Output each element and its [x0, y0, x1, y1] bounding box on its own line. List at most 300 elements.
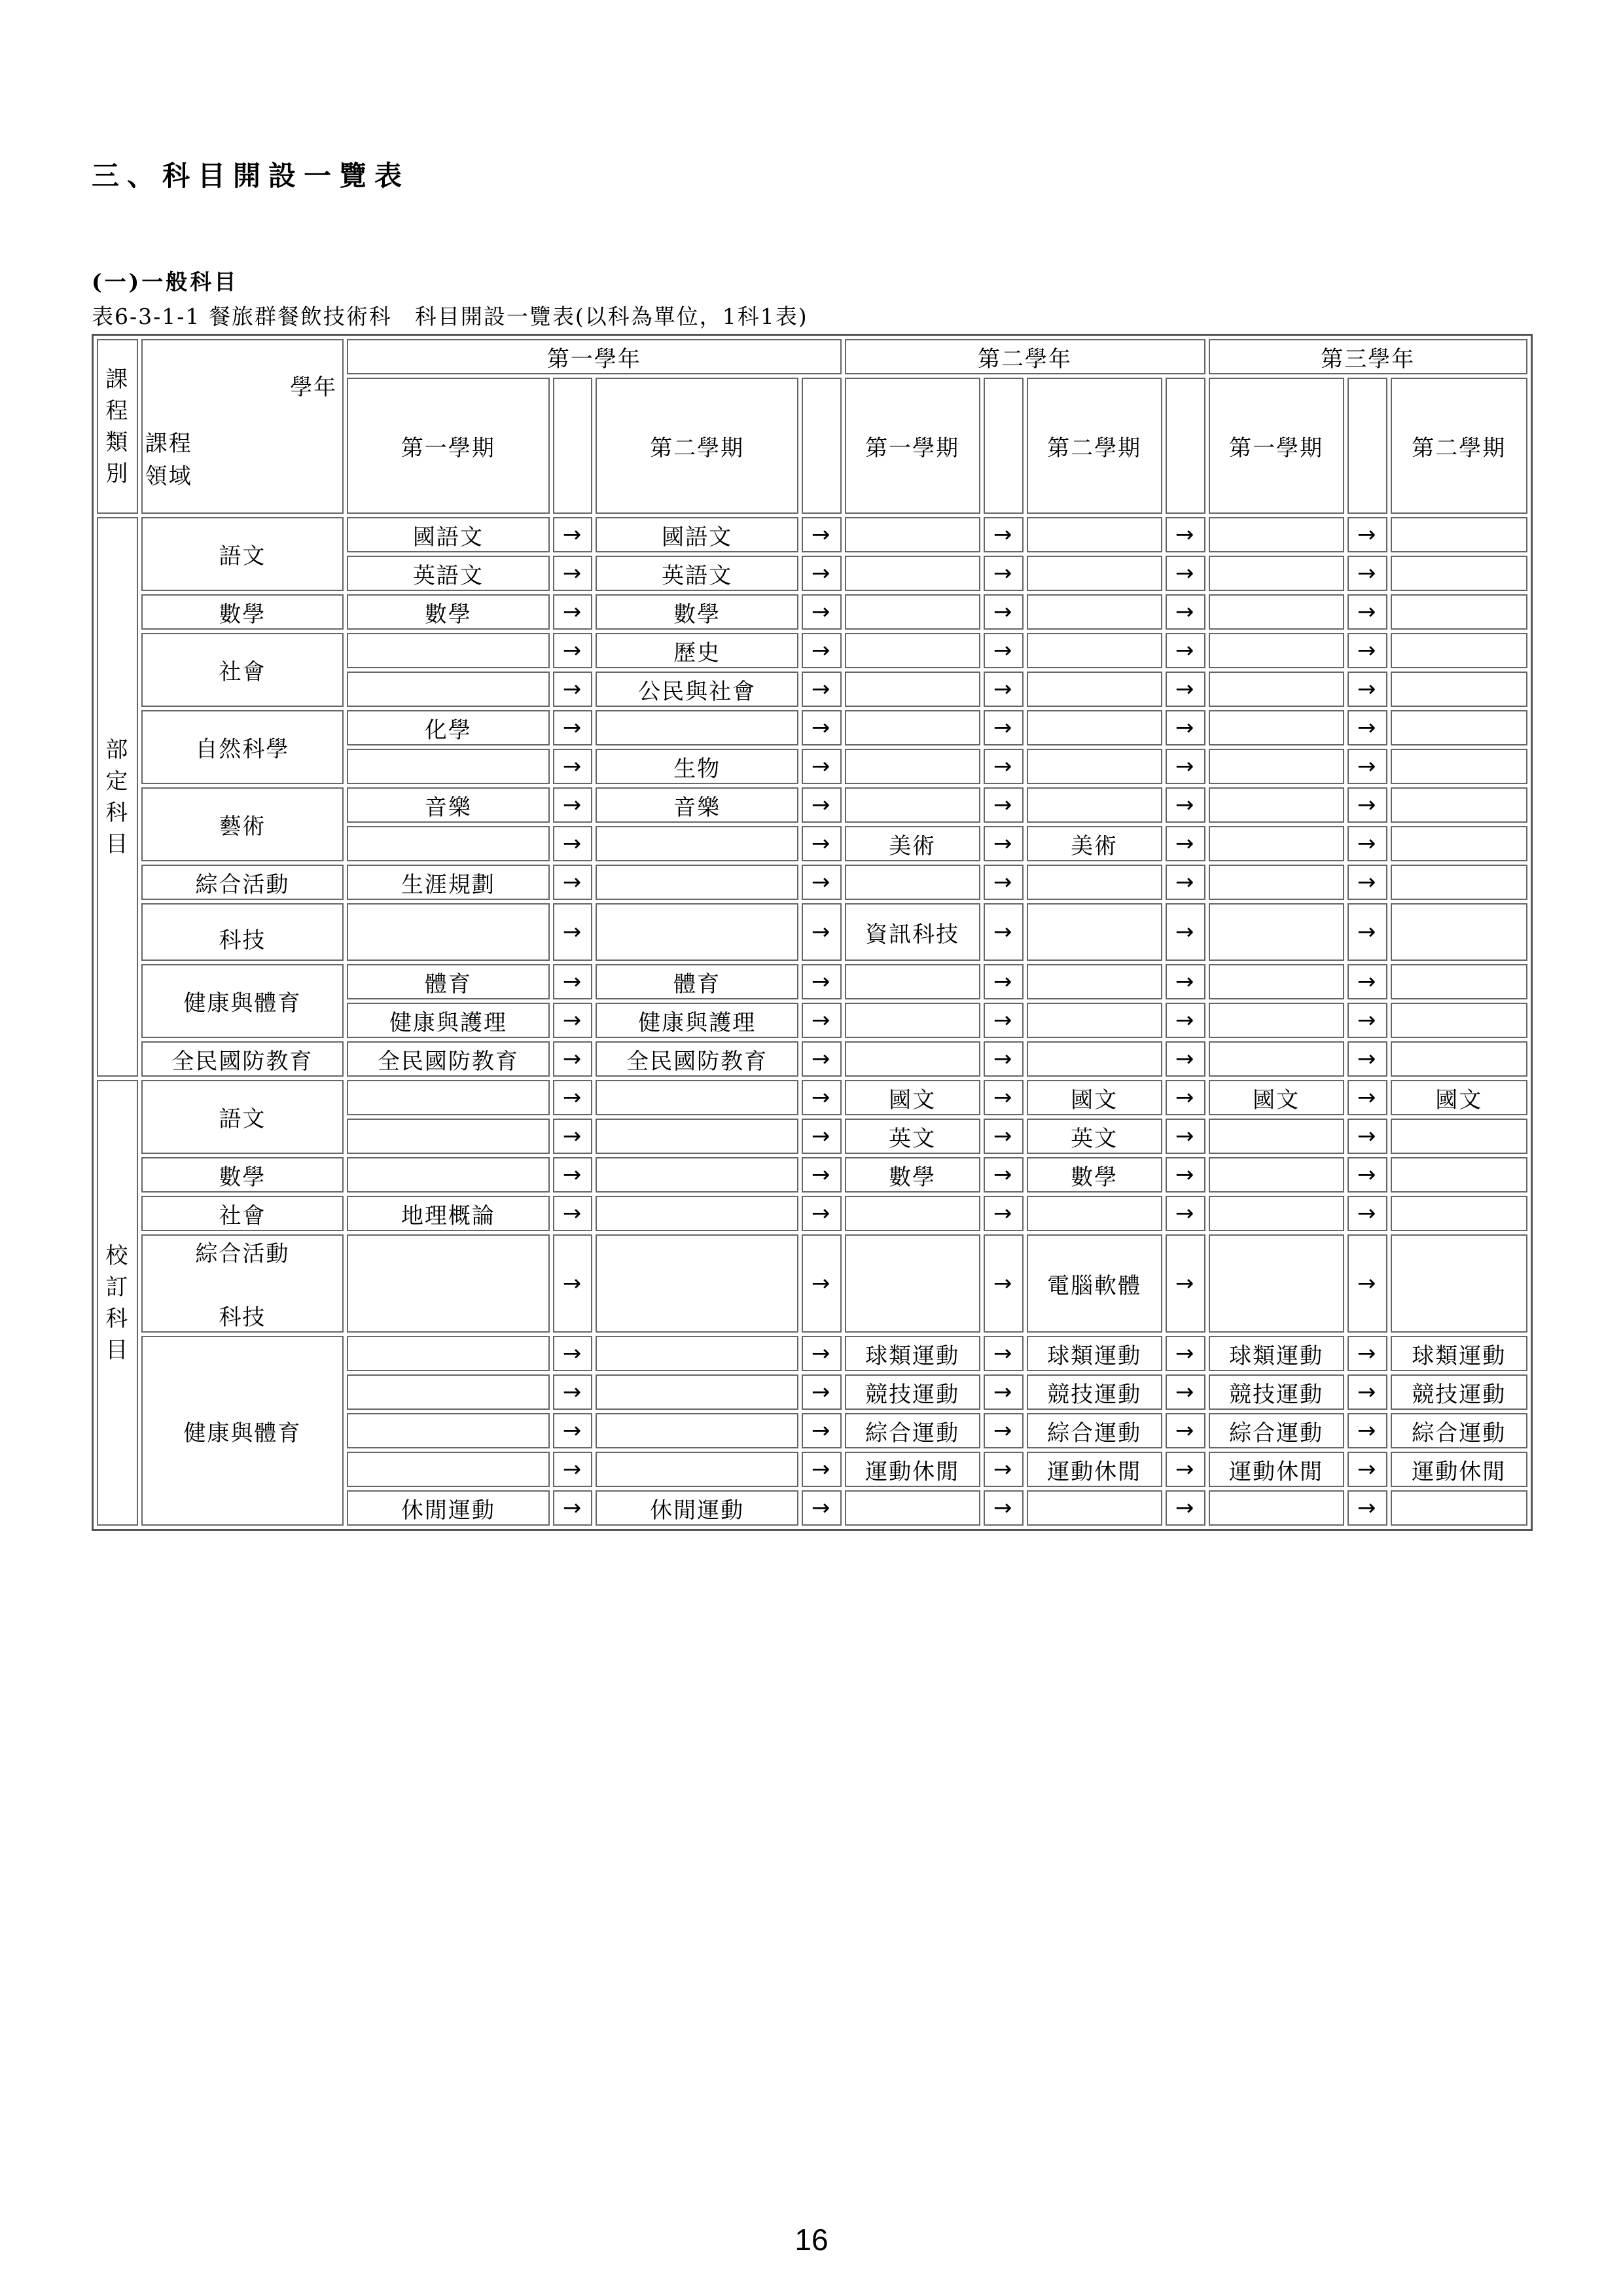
arrow-icon: →: [1166, 1080, 1205, 1115]
table-row: [97, 1080, 1527, 1115]
course-cell: [845, 1490, 980, 1526]
course-cell: [1027, 1490, 1162, 1526]
arrow-icon: →: [984, 1119, 1024, 1154]
category-school: [97, 1080, 138, 1526]
semester-gap: [1347, 378, 1387, 514]
course-cell: 公民與社會: [596, 672, 798, 707]
arrow-icon: →: [1347, 826, 1387, 861]
course-cell: 國文: [845, 1080, 980, 1115]
arrow-icon: →: [1166, 865, 1205, 900]
table-row: [97, 1157, 1527, 1193]
course-cell: [1027, 1196, 1162, 1231]
course-cell: 歷史: [596, 633, 798, 668]
domain-cell: 科技: [141, 903, 344, 961]
course-cell: [347, 1452, 549, 1487]
section-subheading: (一)一般科目: [92, 269, 239, 295]
domain-cell: 社會: [141, 633, 344, 707]
arrow-icon: →: [984, 1157, 1024, 1193]
course-cell: [1209, 826, 1344, 861]
course-cell: 體育: [596, 964, 798, 999]
header-domain-label-2: 領域: [145, 463, 192, 490]
course-cell: [845, 1196, 980, 1231]
category-char: 目: [105, 1336, 130, 1363]
table-caption: 表6-3-1-1 餐旅群餐飲技術科 科目開設一覽表(以科為單位，1科1表): [92, 304, 808, 329]
arrow-icon: →: [802, 1413, 842, 1448]
arrow-icon: →: [1166, 1490, 1205, 1526]
course-cell: [1209, 1041, 1344, 1077]
table-row: [97, 903, 1527, 961]
course-cell: [1027, 517, 1162, 552]
arrow-icon: →: [984, 964, 1024, 999]
course-cell: 運動休閒: [845, 1452, 980, 1487]
arrow-icon: →: [802, 1119, 842, 1154]
header-category-char: 類: [105, 429, 130, 456]
category-char: 部: [105, 736, 130, 763]
arrow-icon: →: [1347, 633, 1387, 668]
course-cell: [1209, 710, 1344, 745]
course-cell: [1027, 1003, 1162, 1038]
arrow-icon: →: [1166, 710, 1205, 745]
arrow-icon: →: [984, 1413, 1024, 1448]
course-table-container: [92, 334, 1533, 1531]
course-cell: [1209, 903, 1344, 961]
arrow-icon: →: [553, 672, 593, 707]
course-cell: 運動休閒: [1209, 1452, 1344, 1487]
course-cell: 資訊科技: [845, 903, 980, 961]
arrow-icon: →: [984, 1336, 1024, 1371]
arrow-icon: →: [802, 826, 842, 861]
course-cell: [1209, 1157, 1344, 1193]
course-cell: [845, 1041, 980, 1077]
arrow-icon: →: [553, 710, 593, 745]
arrow-icon: →: [553, 903, 593, 961]
course-cell: 球類運動: [845, 1336, 980, 1371]
arrow-icon: →: [553, 787, 593, 823]
course-cell: [1209, 749, 1344, 784]
domain-cell: 數學: [141, 594, 344, 630]
course-cell: [347, 749, 549, 784]
course-cell: 競技運動: [1209, 1374, 1344, 1410]
course-cell: [347, 1080, 549, 1115]
arrow-icon: →: [1347, 556, 1387, 591]
semester-gap: [1166, 378, 1205, 514]
arrow-icon: →: [802, 787, 842, 823]
course-cell: [347, 633, 549, 668]
course-cell: [596, 903, 798, 961]
course-cell: [1391, 903, 1528, 961]
arrow-icon: →: [1347, 710, 1387, 745]
domain-cell: 藝術: [141, 787, 344, 861]
domain-cell: 社會: [141, 1196, 344, 1231]
header-category-cell: [97, 339, 138, 514]
course-cell: [845, 964, 980, 999]
course-cell: [1209, 633, 1344, 668]
arrow-icon: →: [1347, 594, 1387, 630]
year-header-3: 第三學年: [1209, 339, 1528, 374]
arrow-icon: →: [553, 1374, 593, 1410]
course-cell: [1391, 964, 1528, 999]
course-cell: 球類運動: [1027, 1336, 1162, 1371]
course-cell: [1391, 594, 1528, 630]
arrow-icon: →: [802, 749, 842, 784]
arrow-icon: →: [984, 710, 1024, 745]
arrow-icon: →: [984, 517, 1024, 552]
course-cell: [1209, 1119, 1344, 1154]
category-char: 科: [105, 799, 130, 826]
course-cell: 健康與護理: [347, 1003, 549, 1038]
course-cell: [845, 594, 980, 630]
arrow-icon: →: [984, 556, 1024, 591]
arrow-icon: →: [1166, 556, 1205, 591]
course-cell: 球類運動: [1391, 1336, 1528, 1371]
course-cell: [1209, 787, 1344, 823]
semester-header: 第一學期: [347, 378, 549, 514]
arrow-icon: →: [553, 517, 593, 552]
course-cell: [845, 517, 980, 552]
arrow-icon: →: [1347, 1336, 1387, 1371]
course-cell: [347, 1119, 549, 1154]
course-cell: [1391, 1234, 1528, 1333]
course-cell: 綜合運動: [1027, 1413, 1162, 1448]
course-cell: 電腦軟體: [1027, 1234, 1162, 1333]
arrow-icon: →: [1166, 826, 1205, 861]
course-cell: [347, 826, 549, 861]
arrow-icon: →: [1166, 964, 1205, 999]
year-header-1: 第一學年: [347, 339, 841, 374]
course-cell: [1209, 517, 1344, 552]
arrow-icon: →: [1166, 749, 1205, 784]
arrow-icon: →: [984, 1080, 1024, 1115]
course-cell: [347, 672, 549, 707]
semester-gap: [553, 378, 593, 514]
arrow-icon: →: [553, 826, 593, 861]
arrow-icon: →: [553, 556, 593, 591]
page-heading: 三、科目開設一覽表: [92, 160, 410, 192]
course-cell: [347, 1336, 549, 1371]
arrow-icon: →: [984, 1041, 1024, 1077]
course-cell: [596, 710, 798, 745]
table-row: [97, 594, 1527, 630]
course-cell: 地理概論: [347, 1196, 549, 1231]
course-cell: 綜合運動: [845, 1413, 980, 1448]
course-cell: 國語文: [347, 517, 549, 552]
course-cell: [1391, 556, 1528, 591]
course-cell: [1027, 1041, 1162, 1077]
arrow-icon: →: [553, 865, 593, 900]
arrow-icon: →: [1347, 749, 1387, 784]
arrow-icon: →: [553, 1157, 593, 1193]
arrow-icon: →: [802, 865, 842, 900]
table-row: [97, 787, 1527, 823]
arrow-icon: →: [802, 903, 842, 961]
course-cell: [596, 1336, 798, 1371]
domain-cell: [141, 1234, 344, 1333]
course-cell: [1027, 556, 1162, 591]
course-cell: [1391, 787, 1528, 823]
course-cell: 球類運動: [1209, 1336, 1344, 1371]
arrow-icon: →: [553, 964, 593, 999]
course-cell: [596, 865, 798, 900]
course-cell: [1209, 1196, 1344, 1231]
course-cell: 數學: [347, 594, 549, 630]
arrow-icon: →: [984, 1452, 1024, 1487]
course-cell: [596, 1413, 798, 1448]
course-cell: [845, 749, 980, 784]
course-cell: [845, 865, 980, 900]
arrow-icon: →: [553, 1041, 593, 1077]
domain-cell: 全民國防教育: [141, 1041, 344, 1077]
header-category-char: 別: [105, 460, 130, 487]
arrow-icon: →: [1166, 1336, 1205, 1371]
course-cell: 綜合運動: [1209, 1413, 1344, 1448]
course-cell: 競技運動: [845, 1374, 980, 1410]
arrow-icon: →: [553, 1413, 593, 1448]
course-cell: [1391, 1119, 1528, 1154]
table-row: [97, 517, 1527, 552]
course-cell: [1391, 633, 1528, 668]
domain-cell: 健康與體育: [141, 964, 344, 1038]
course-cell: [347, 903, 549, 961]
arrow-icon: →: [1347, 672, 1387, 707]
semester-header: 第二學期: [1027, 378, 1162, 514]
arrow-icon: →: [1166, 903, 1205, 961]
course-cell: [1391, 826, 1528, 861]
course-cell: [596, 1119, 798, 1154]
arrow-icon: →: [984, 1490, 1024, 1526]
arrow-icon: →: [1166, 633, 1205, 668]
domain-cell: 綜合活動: [141, 865, 344, 900]
course-cell: 英文: [845, 1119, 980, 1154]
arrow-icon: →: [553, 749, 593, 784]
arrow-icon: →: [553, 633, 593, 668]
course-cell: 國語文: [596, 517, 798, 552]
semester-gap: [984, 378, 1024, 514]
arrow-icon: →: [1347, 1157, 1387, 1193]
arrow-icon: →: [802, 1196, 842, 1231]
category-char: 訂: [105, 1274, 130, 1300]
arrow-icon: →: [1347, 1452, 1387, 1487]
arrow-icon: →: [1347, 1041, 1387, 1077]
arrow-icon: →: [984, 672, 1024, 707]
arrow-icon: →: [1166, 1196, 1205, 1231]
course-cell: 美術: [845, 826, 980, 861]
category-ministry: [97, 517, 138, 1077]
course-cell: [596, 1452, 798, 1487]
arrow-icon: →: [802, 1374, 842, 1410]
course-cell: [845, 633, 980, 668]
course-cell: [1209, 964, 1344, 999]
arrow-icon: →: [1166, 1119, 1205, 1154]
arrow-icon: →: [1347, 1490, 1387, 1526]
semester-header: 第二學期: [596, 378, 798, 514]
arrow-icon: →: [553, 1080, 593, 1115]
semester-header: 第二學期: [1391, 378, 1528, 514]
arrow-icon: →: [553, 1452, 593, 1487]
page-number: 16: [794, 2223, 829, 2257]
arrow-icon: →: [984, 1003, 1024, 1038]
arrow-icon: →: [1347, 1003, 1387, 1038]
arrow-icon: →: [1166, 1157, 1205, 1193]
course-cell: [1027, 672, 1162, 707]
course-cell: [1391, 865, 1528, 900]
course-cell: [1391, 1003, 1528, 1038]
arrow-icon: →: [553, 1196, 593, 1231]
course-cell: [1209, 1490, 1344, 1526]
domain-label: 科技: [219, 1304, 266, 1331]
arrow-icon: →: [553, 594, 593, 630]
course-cell: 國文: [1391, 1080, 1528, 1115]
course-cell: 數學: [596, 594, 798, 630]
course-cell: [1027, 964, 1162, 999]
course-cell: [1027, 903, 1162, 961]
course-cell: [1209, 672, 1344, 707]
course-cell: 休閒運動: [596, 1490, 798, 1526]
table-row: [97, 1234, 1527, 1333]
course-cell: [1027, 749, 1162, 784]
course-cell: [1027, 865, 1162, 900]
course-cell: [1209, 1003, 1344, 1038]
arrow-icon: →: [1166, 1041, 1205, 1077]
semester-header: 第一學期: [845, 378, 980, 514]
course-cell: 音樂: [596, 787, 798, 823]
course-cell: 數學: [845, 1157, 980, 1193]
arrow-icon: →: [553, 1119, 593, 1154]
arrow-icon: →: [1347, 964, 1387, 999]
course-cell: 國文: [1209, 1080, 1344, 1115]
course-cell: [347, 1374, 549, 1410]
table-row: [97, 1041, 1527, 1077]
arrow-icon: →: [802, 1490, 842, 1526]
course-cell: [1027, 633, 1162, 668]
course-cell: [1391, 749, 1528, 784]
arrow-icon: →: [984, 1234, 1024, 1333]
arrow-icon: →: [802, 1234, 842, 1333]
arrow-icon: →: [1166, 672, 1205, 707]
course-cell: [845, 1234, 980, 1333]
course-cell: [845, 787, 980, 823]
arrow-icon: →: [984, 749, 1024, 784]
table-row: [97, 865, 1527, 900]
arrow-icon: →: [1347, 787, 1387, 823]
arrow-icon: →: [1347, 865, 1387, 900]
table-row: [97, 1196, 1527, 1231]
category-char: 目: [105, 831, 130, 857]
arrow-icon: →: [802, 556, 842, 591]
table-row: [97, 964, 1527, 999]
course-cell: [1391, 1041, 1528, 1077]
arrow-icon: →: [1347, 517, 1387, 552]
category-char: 科: [105, 1305, 130, 1332]
arrow-icon: →: [1347, 1196, 1387, 1231]
semester-header: 第一學期: [1209, 378, 1344, 514]
arrow-icon: →: [1166, 594, 1205, 630]
course-cell: [347, 1234, 549, 1333]
arrow-icon: →: [802, 633, 842, 668]
course-cell: 英語文: [347, 556, 549, 591]
arrow-icon: →: [1166, 1452, 1205, 1487]
course-cell: [1209, 594, 1344, 630]
domain-cell: 自然科學: [141, 710, 344, 784]
course-cell: [1391, 1157, 1528, 1193]
arrow-icon: →: [1347, 903, 1387, 961]
domain-cell: 數學: [141, 1157, 344, 1193]
domain-cell: 語文: [141, 1080, 344, 1154]
course-cell: [347, 1413, 549, 1448]
arrow-icon: →: [1347, 1234, 1387, 1333]
course-cell: 英文: [1027, 1119, 1162, 1154]
arrow-icon: →: [984, 826, 1024, 861]
arrow-icon: →: [984, 787, 1024, 823]
arrow-icon: →: [802, 517, 842, 552]
arrow-icon: →: [1347, 1080, 1387, 1115]
course-cell: [845, 1003, 980, 1038]
arrow-icon: →: [802, 1336, 842, 1371]
course-cell: 運動休閒: [1027, 1452, 1162, 1487]
arrow-icon: →: [984, 865, 1024, 900]
arrow-icon: →: [1166, 1234, 1205, 1333]
arrow-icon: →: [1347, 1119, 1387, 1154]
course-cell: [845, 672, 980, 707]
course-cell: 全民國防教育: [347, 1041, 549, 1077]
course-cell: 英語文: [596, 556, 798, 591]
course-cell: [596, 1080, 798, 1115]
arrow-icon: →: [553, 1490, 593, 1526]
course-cell: 數學: [1027, 1157, 1162, 1193]
course-cell: 美術: [1027, 826, 1162, 861]
arrow-icon: →: [984, 594, 1024, 630]
table-row: [97, 1336, 1527, 1371]
arrow-icon: →: [553, 1336, 593, 1371]
arrow-icon: →: [802, 710, 842, 745]
semester-gap: [802, 378, 842, 514]
course-cell: [1391, 517, 1528, 552]
course-cell: 健康與護理: [596, 1003, 798, 1038]
course-cell: [845, 710, 980, 745]
course-cell: 綜合運動: [1391, 1413, 1528, 1448]
table-row: [97, 710, 1527, 745]
course-cell: 國文: [1027, 1080, 1162, 1115]
header-domain-label-1: 課程: [145, 431, 192, 457]
arrow-icon: →: [553, 1003, 593, 1038]
course-cell: 化學: [347, 710, 549, 745]
arrow-icon: →: [802, 1452, 842, 1487]
course-cell: [596, 1234, 798, 1333]
arrow-icon: →: [802, 1157, 842, 1193]
domain-label: 綜合活動: [195, 1241, 290, 1267]
course-cell: [1209, 865, 1344, 900]
arrow-icon: →: [802, 964, 842, 999]
course-cell: [596, 1374, 798, 1410]
arrow-icon: →: [802, 594, 842, 630]
arrow-icon: →: [1166, 1374, 1205, 1410]
course-cell: [845, 556, 980, 591]
arrow-icon: →: [1166, 1003, 1205, 1038]
course-cell: [1027, 594, 1162, 630]
arrow-icon: →: [984, 1196, 1024, 1231]
course-cell: [596, 1157, 798, 1193]
course-cell: 休閒運動: [347, 1490, 549, 1526]
arrow-icon: →: [984, 903, 1024, 961]
course-cell: [1209, 1234, 1344, 1333]
header-category-char: 程: [105, 397, 130, 424]
course-cell: 競技運動: [1027, 1374, 1162, 1410]
course-cell: [1027, 787, 1162, 823]
arrow-icon: →: [984, 1374, 1024, 1410]
course-cell: 生物: [596, 749, 798, 784]
arrow-icon: →: [1166, 1413, 1205, 1448]
arrow-icon: →: [802, 672, 842, 707]
header-corner-cell: [141, 339, 344, 514]
